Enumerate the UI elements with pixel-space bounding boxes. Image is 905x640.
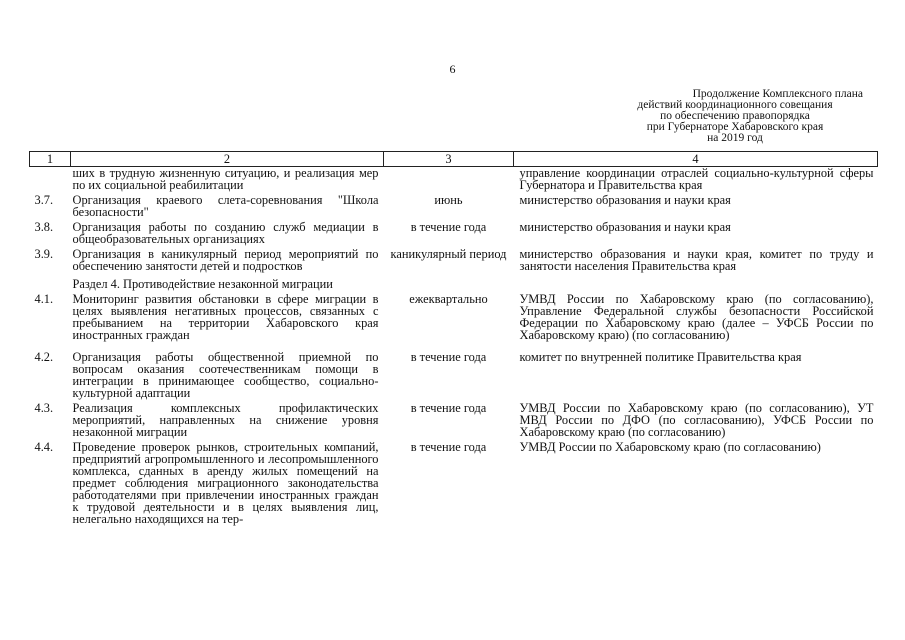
row-activity: Организация краевого слета-соревнования "Школа безопасности": [72, 193, 379, 219]
row-activity: Организация работы по созданию служб медиации в общеобразовательных организациях: [72, 220, 379, 246]
row-term: [384, 167, 514, 195]
row-activity: Проведение проверок рынков, строительных компаний, предприятий агропромышленного и лесопромышленного комплекса, сданных в аренду жилых помещений на предмет соблюдения миграционного законодательства работодателями при привлечении иностранных граждан к трудовой деятельности и в целях выявления лиц, нелегально находящихся на тер-: [72, 440, 379, 526]
row-responsible: УМВД России по Хабаровскому краю (по согласованию): [519, 440, 821, 454]
row-activity: Организация работы общественной приемной по вопросам оказания соотечественникам помощи в интеграции в принимающее сообщество, социально-культурной адаптации: [72, 350, 379, 400]
row-term: в течение года: [410, 440, 487, 454]
row-responsible: министерство образования и науки края: [519, 220, 731, 234]
row-responsible: министерство образования и науки края: [519, 193, 731, 207]
row-responsible: УМВД России по Хабаровскому краю (по согласованию), Управление Федеральной службы безопасности Российской Федерации по Хабаровскому краю (далее – УФСБ России по Хабаровскому краю) (по согласованию): [519, 292, 874, 342]
section-title: Раздел 4. Противодействие незаконной миграции: [72, 277, 333, 291]
table-row: [30, 402, 878, 441]
plan-table: [29, 151, 878, 528]
row-number: 4.3.: [34, 401, 54, 415]
table-row: [30, 248, 878, 275]
row-activity: Организация в каникулярный период мероприятий по обеспечению занятости детей и подростков: [72, 247, 379, 273]
table-row: [30, 194, 878, 221]
row-activity: Мониторинг развития обстановки в сфере миграции в целях выявления негативных процессов, связанных с пребыванием на территории Хабаровского края иностранных граждан: [72, 292, 379, 342]
row-number: 4.4.: [34, 440, 54, 454]
column-header: 1: [30, 152, 71, 167]
table-row: [30, 167, 878, 195]
table-row: [30, 351, 878, 402]
row-responsible: министерство образования и науки края, комитет по труду и занятости населения Правительства края: [519, 247, 874, 273]
header-line: по обеспечению правопорядка: [660, 110, 810, 122]
document-header: [605, 89, 865, 144]
section-row: [30, 275, 878, 293]
table-header-row: [30, 152, 878, 167]
column-header: 4: [514, 152, 878, 167]
row-number: 4.1.: [34, 292, 54, 306]
row-term: в течение года: [410, 220, 487, 234]
row-number: 4.2.: [34, 350, 54, 364]
header-line: на 2019 год: [707, 132, 763, 144]
header-line: действий координационного совещания: [637, 99, 833, 111]
row-responsible: УМВД России по Хабаровскому краю (по согласованию), УТ МВД России по ДФО (по согласованию), УФСБ России по Хабаровскому краю (по согласованию): [519, 401, 874, 439]
row-activity: Реализация комплексных профилактических мероприятий, направленных на снижение уровня незаконной миграции: [72, 401, 379, 439]
header-line: при Губернаторе Хабаровского края: [646, 121, 824, 133]
row-activity: ших в трудную жизненную ситуацию, и реализация мер по их социальной реабилитации: [72, 166, 379, 192]
page-number: 6: [449, 62, 456, 76]
row-term: июнь: [434, 193, 463, 207]
table-row: [30, 293, 878, 351]
row-number: 3.8.: [34, 220, 54, 234]
row-term: каникулярный период: [390, 247, 507, 261]
header-line: Продолжение Комплексного плана: [692, 88, 863, 100]
row-number: [30, 167, 71, 195]
row-number: 3.7.: [34, 193, 54, 207]
row-responsible: управление координации отраслей социально-культурной сферы Губернатора и Правительства края: [519, 166, 874, 192]
column-header: 2: [71, 152, 384, 167]
row-term: в течение года: [410, 401, 487, 415]
row-responsible: комитет по внутренней политике Правительства края: [519, 350, 802, 364]
row-number: 3.9.: [34, 247, 54, 261]
row-term: ежеквартально: [409, 292, 488, 306]
column-header: 3: [384, 152, 514, 167]
row-term: в течение года: [410, 350, 487, 364]
table-row: [30, 441, 878, 528]
table-row: [30, 221, 878, 248]
